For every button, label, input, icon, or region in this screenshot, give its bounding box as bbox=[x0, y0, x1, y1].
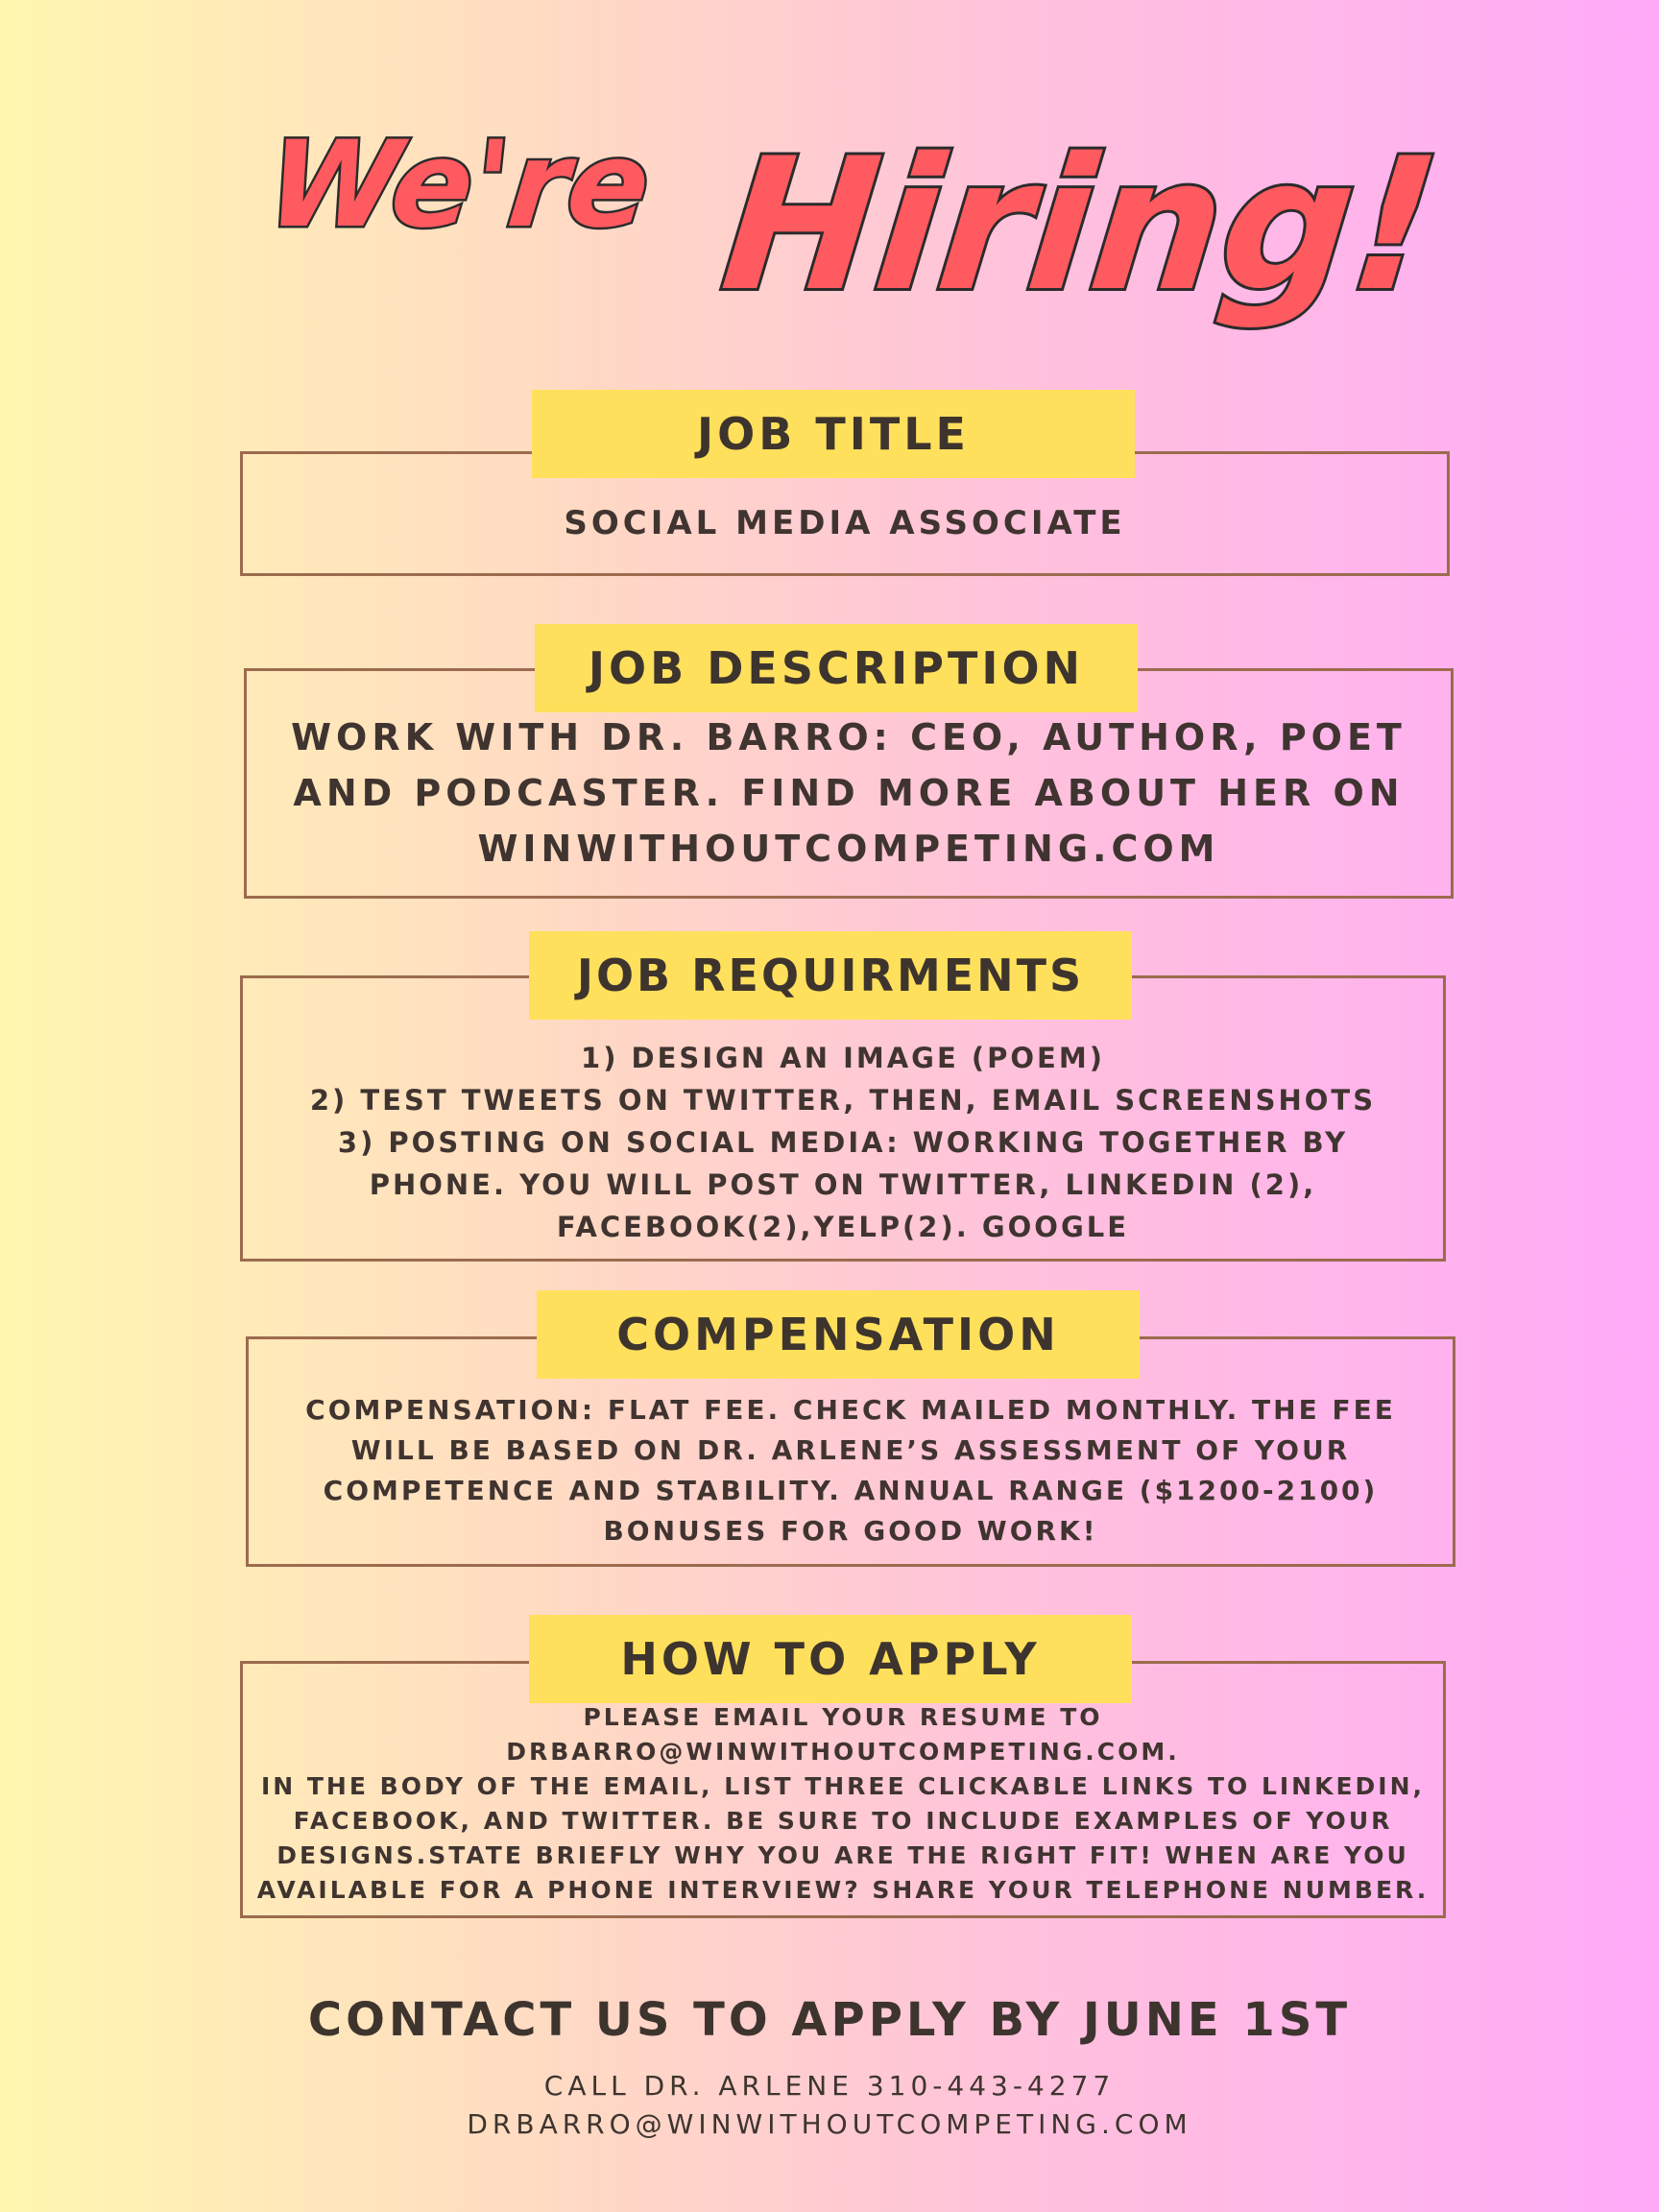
contact-heading: CONTACT US TO APPLY BY JUNE 1ST bbox=[307, 1993, 1352, 2047]
headline-hiring: Hiring! bbox=[713, 118, 1448, 331]
compensation-text: COMPENSATION: FLAT FEE. CHECK MAILED MONTHLY. THE FEE WILL BE BASED ON DR. ARLENE’S ASSESSMENT OF YOUR COMPETENCE AND STABILITY. ANNUAL RANGE ($1200-2100) BONUSES FOR GOOD WORK! bbox=[305, 1394, 1396, 1547]
contact-email: DRBARRO@WINWITHOUTCOMPETING.COM bbox=[467, 2108, 1192, 2140]
headline bbox=[0, 0, 1659, 346]
how-to-apply-label: HOW TO APPLY bbox=[529, 1615, 1132, 1703]
contact-phone: CALL DR. ARLENE 310-443-4277 bbox=[543, 2070, 1116, 2102]
headline-were: We're bbox=[261, 116, 657, 254]
job-description-label: JOB DESCRIPTION bbox=[535, 624, 1138, 712]
how-to-apply-text: PLEASE EMAIL YOUR RESUME TO DRBARRO@WINWITHOUTCOMPETING.COM. IN THE BODY OF THE EMAIL, LIST THREE CLICKABLE LINKS TO LINKEDIN, FACEBOOK, AND TWITTER. BE SURE TO INCLUDE EXAMPLES OF YOUR DESIGNS.STATE BRIEFLY WHY YOU ARE THE RIGHT FIT! WHEN ARE YOU AVAILABLE FOR A PHONE INTERVIEW? SHARE YOUR TELEPHONE NUMBER. bbox=[256, 1703, 1430, 1904]
headline-graphic bbox=[0, 0, 1659, 346]
job-requirements-text: 1) DESIGN AN IMAGE (POEM) 2) TEST TWEETS ON TWITTER, THEN, EMAIL SCREENSHOTS 3) POSTING ON SOCIAL MEDIA: WORKING TOGETHER BY PHONE. YOU WILL POST ON TWITTER, LINKEDIN (2), FACEBOOK(2),YELP(2). GOOGLE bbox=[309, 1042, 1377, 1243]
job-title-label: JOB TITLE bbox=[532, 390, 1135, 478]
compensation-label: COMPENSATION bbox=[537, 1290, 1140, 1379]
job-description-text: WORK WITH DR. BARRO: CEO, AUTHOR, POET AND PODCASTER. FIND MORE ABOUT HER ON WINWITHOUTCOMPETING.COM bbox=[291, 716, 1407, 870]
job-title-text: SOCIAL MEDIA ASSOCIATE bbox=[564, 504, 1126, 542]
job-requirements-label: JOB REQUIRMENTS bbox=[529, 931, 1132, 1020]
